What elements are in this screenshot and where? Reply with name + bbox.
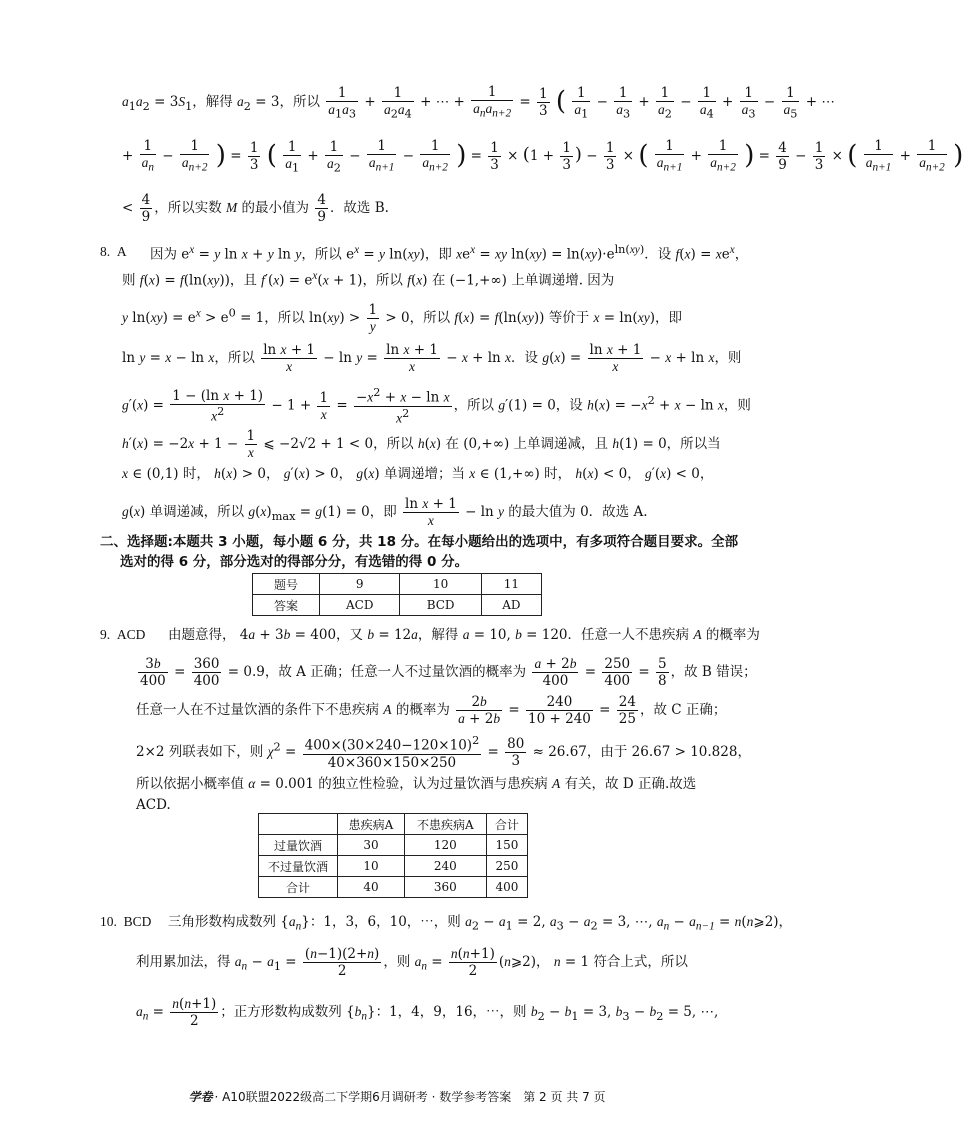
solution-line: x ∈ (0,1) 时， h(x) > 0， g′(x) > 0， g(x) 单调递增；当 x ∈ (1,+∞) 时， h(x) < 0， g′(x) < 0， <box>122 466 714 482</box>
solution-line: $a_n$ = $\frac{n(n+1)}{2}$ ；正方形数构成数列 $\{b_n\}$：1，4，9，16，⋯，则 $b_2 - b_1 = 3$, $b_3 - b_2 = 5$, ⋯, <box>136 996 719 1030</box>
solution-line: g(x) 单调递减，所以 $g(x)_{max} = g(1) = 0$，即 $\frac{\text{ln x + 1}}{x}$ − ln y 的最大值为 0．故选 A. <box>122 496 648 529</box>
solution-line: h′(x) = −2x + 1 − $\frac{1}{x}$ ⩽ −2√2 + 1 < 0，所以 h(x) 在 (0,+∞) 上单调递减，且 h(1) = 0，所以当 <box>122 428 721 461</box>
answer-table: 题号 9 10 11 答案 ACD BCD AD <box>252 573 542 616</box>
solution-line: g′(x) = $\frac{\text{1 − (ln x + 1)}}{x^2}$ − 1 + $\frac{1}{x}$ = $\frac{-x^2 + x - \ln x}{x^2}$ ，所以 g′(1) = 0，设 $h(x) = -x^2 + x - \ln x$，则 <box>122 386 751 426</box>
footer-text: · A10联盟2022级高二下学期6月调研考 · 数学参考答案 第 2 页 共 7 页 <box>214 1090 606 1104</box>
solution-line: ACD. <box>136 797 171 813</box>
solution-line: 所以依据小概率值 α = 0.001 的独立性检验，认为过量饮酒与患疾病 A 有关，故 D 正确.故选 <box>136 776 697 792</box>
section-heading: 二、选择题:本题共 3 小题，每小题 6 分，共 18 分。在每小题给出的选项中，有多项符合题目要求。全部 选对的得 6 分，部分选对的得部分分，有选错的得 0 分。 <box>100 534 739 571</box>
publisher-logo: 学卷 <box>188 1090 213 1104</box>
solution-line: 由题意得， 4a + 3b = 400，又 b = 12a，解得 a = 10, b = 120．任意一人不患疾病 A 的概率为 <box>168 627 760 643</box>
question-number: 10. BCD <box>100 914 152 929</box>
page-footer <box>0 1088 794 1105</box>
solution-line: 则 f(x) = f(ln(xy))，且 $f'(x) = e^x(x + 1)$，所以 f(x) 在 (−1,+∞) 上单调递增. 因为 <box>122 270 615 289</box>
solution-line: 任意一人在不过量饮酒的条件下不患疾病 A 的概率为 $\frac{2b}{a + 2b}$ = $\frac{240}{10 + 240}$ = $\frac{24}{25}$ ，故 C 正确； <box>136 694 727 728</box>
solution-line: 2×2 列联表如下，则 $\chi^2$ = $\frac{400\times(30\times 240-120\times 10)^2}{40\times 360\times 150\times 250}$ = $\frac{80}{3}$ ≈ 26.67，由于 26.67 > 10.828， <box>136 734 751 771</box>
solution-line: y $\ln(xy) = e^x > e^0 = 1$，所以 ln(xy) > $\frac{1}{y}$ > 0，所以 f(x) = f(ln(xy)) 等价于 x = ln(xy)，即 <box>122 302 682 335</box>
question-number: 8. A <box>100 244 127 259</box>
solution-line: 三角形数构成数列 $\{a_n\}$：1，3，6，10，⋯，则 $a_2 - a_1 = 2$, $a_3 - a_2 = 3$, ⋯, $a_n - a_{n-1}$ = n(n⩾2)， <box>168 914 793 933</box>
solution-line: 利用累加法，得 $a_n - a_1$ = $\frac{(n-1)(2+n)}{2}$ ，则 $a_n$ = $\frac{n(n+1)}{2}$ (n⩾2)， n = 1 符合上式，所以 <box>136 946 688 980</box>
solution-line: < $\frac{4}{9}$ ，所以实数 M 的最小值为 $\frac{4}{9}$ ．故选 B. <box>122 192 389 226</box>
solution-line: 因为 $e^x = y$ ln x + y ln y，所以 $e^x = y$ ln(xy)，即 $xe^x$ = xy $\ln(xy) = \ln(xy)\cdot e^{ln(xy)}$．设 $f(x) = xe^x$， <box>150 243 749 263</box>
solution-line: $\frac{3b}{400}$ = $\frac{360}{400}$ = 0.9，故 A 正确；任意一人不过量饮酒的概率为 $\frac{a + 2b}{400}$ = $\frac{250}{400}$ = $\frac{5}{8}$ ，故 B 错误； <box>140 656 757 690</box>
question-number: 9. ACD <box>100 627 146 642</box>
contingency-table: 患疾病A 不患疾病A 合计 过量饮酒 30 120 150 不过量饮酒 10 240 250 合计 40 360 400 <box>258 813 528 898</box>
solution-line: + $\frac{1}{a_n}$ − $\frac{1}{a_{n+2}}$ ) = $\frac{1}{3}$ ( $\frac{1}{a_1}$ + $\frac{1}{a_2}$ − $\frac{1}{a_{n+1}}$ − $\frac{1}{a_{n+2}}$ ) = $\frac{1}{3}$ × (1 + $\frac{1}{3}$ ) − $\frac{1}{3}$ × ( $\frac{1}{a_{n+1}}$ + $\frac{1}{a_{n+2}}$ ) = $\frac{4}{9}$ − $\frac{1}{3}$ × ( $\frac{1}{a_{n+1}}$ + $\frac{1}{a_{n+2}}$ ) <box>122 138 963 175</box>
solution-line: ln y = x − ln x，所以 $\frac{\text{ln x + 1}}{x}$ − ln y = $\frac{\text{ln x + 1}}{x}$ − x + ln x．设 g(x) = $\frac{\text{ln x + 1}}{x}$ − x + ln x，则 <box>122 342 742 375</box>
solution-line: $a_1a_2 = 3S_1$，解得 $a_2 = 3$，所以 $\frac{1}{a_1a_3}$ + $\frac{1}{a_2a_4}$ + ⋯ + $\frac{1}{a_na_{n+2}}$ = $\frac{1}{3}$ ( $\frac{1}{a_1}$ − $\frac{1}{a_3}$ + $\frac{1}{a_2}$ − $\frac{1}{a_4}$ + $\frac{1}{a_3}$ − $\frac{1}{a_5}$ + ⋯ <box>122 84 835 121</box>
